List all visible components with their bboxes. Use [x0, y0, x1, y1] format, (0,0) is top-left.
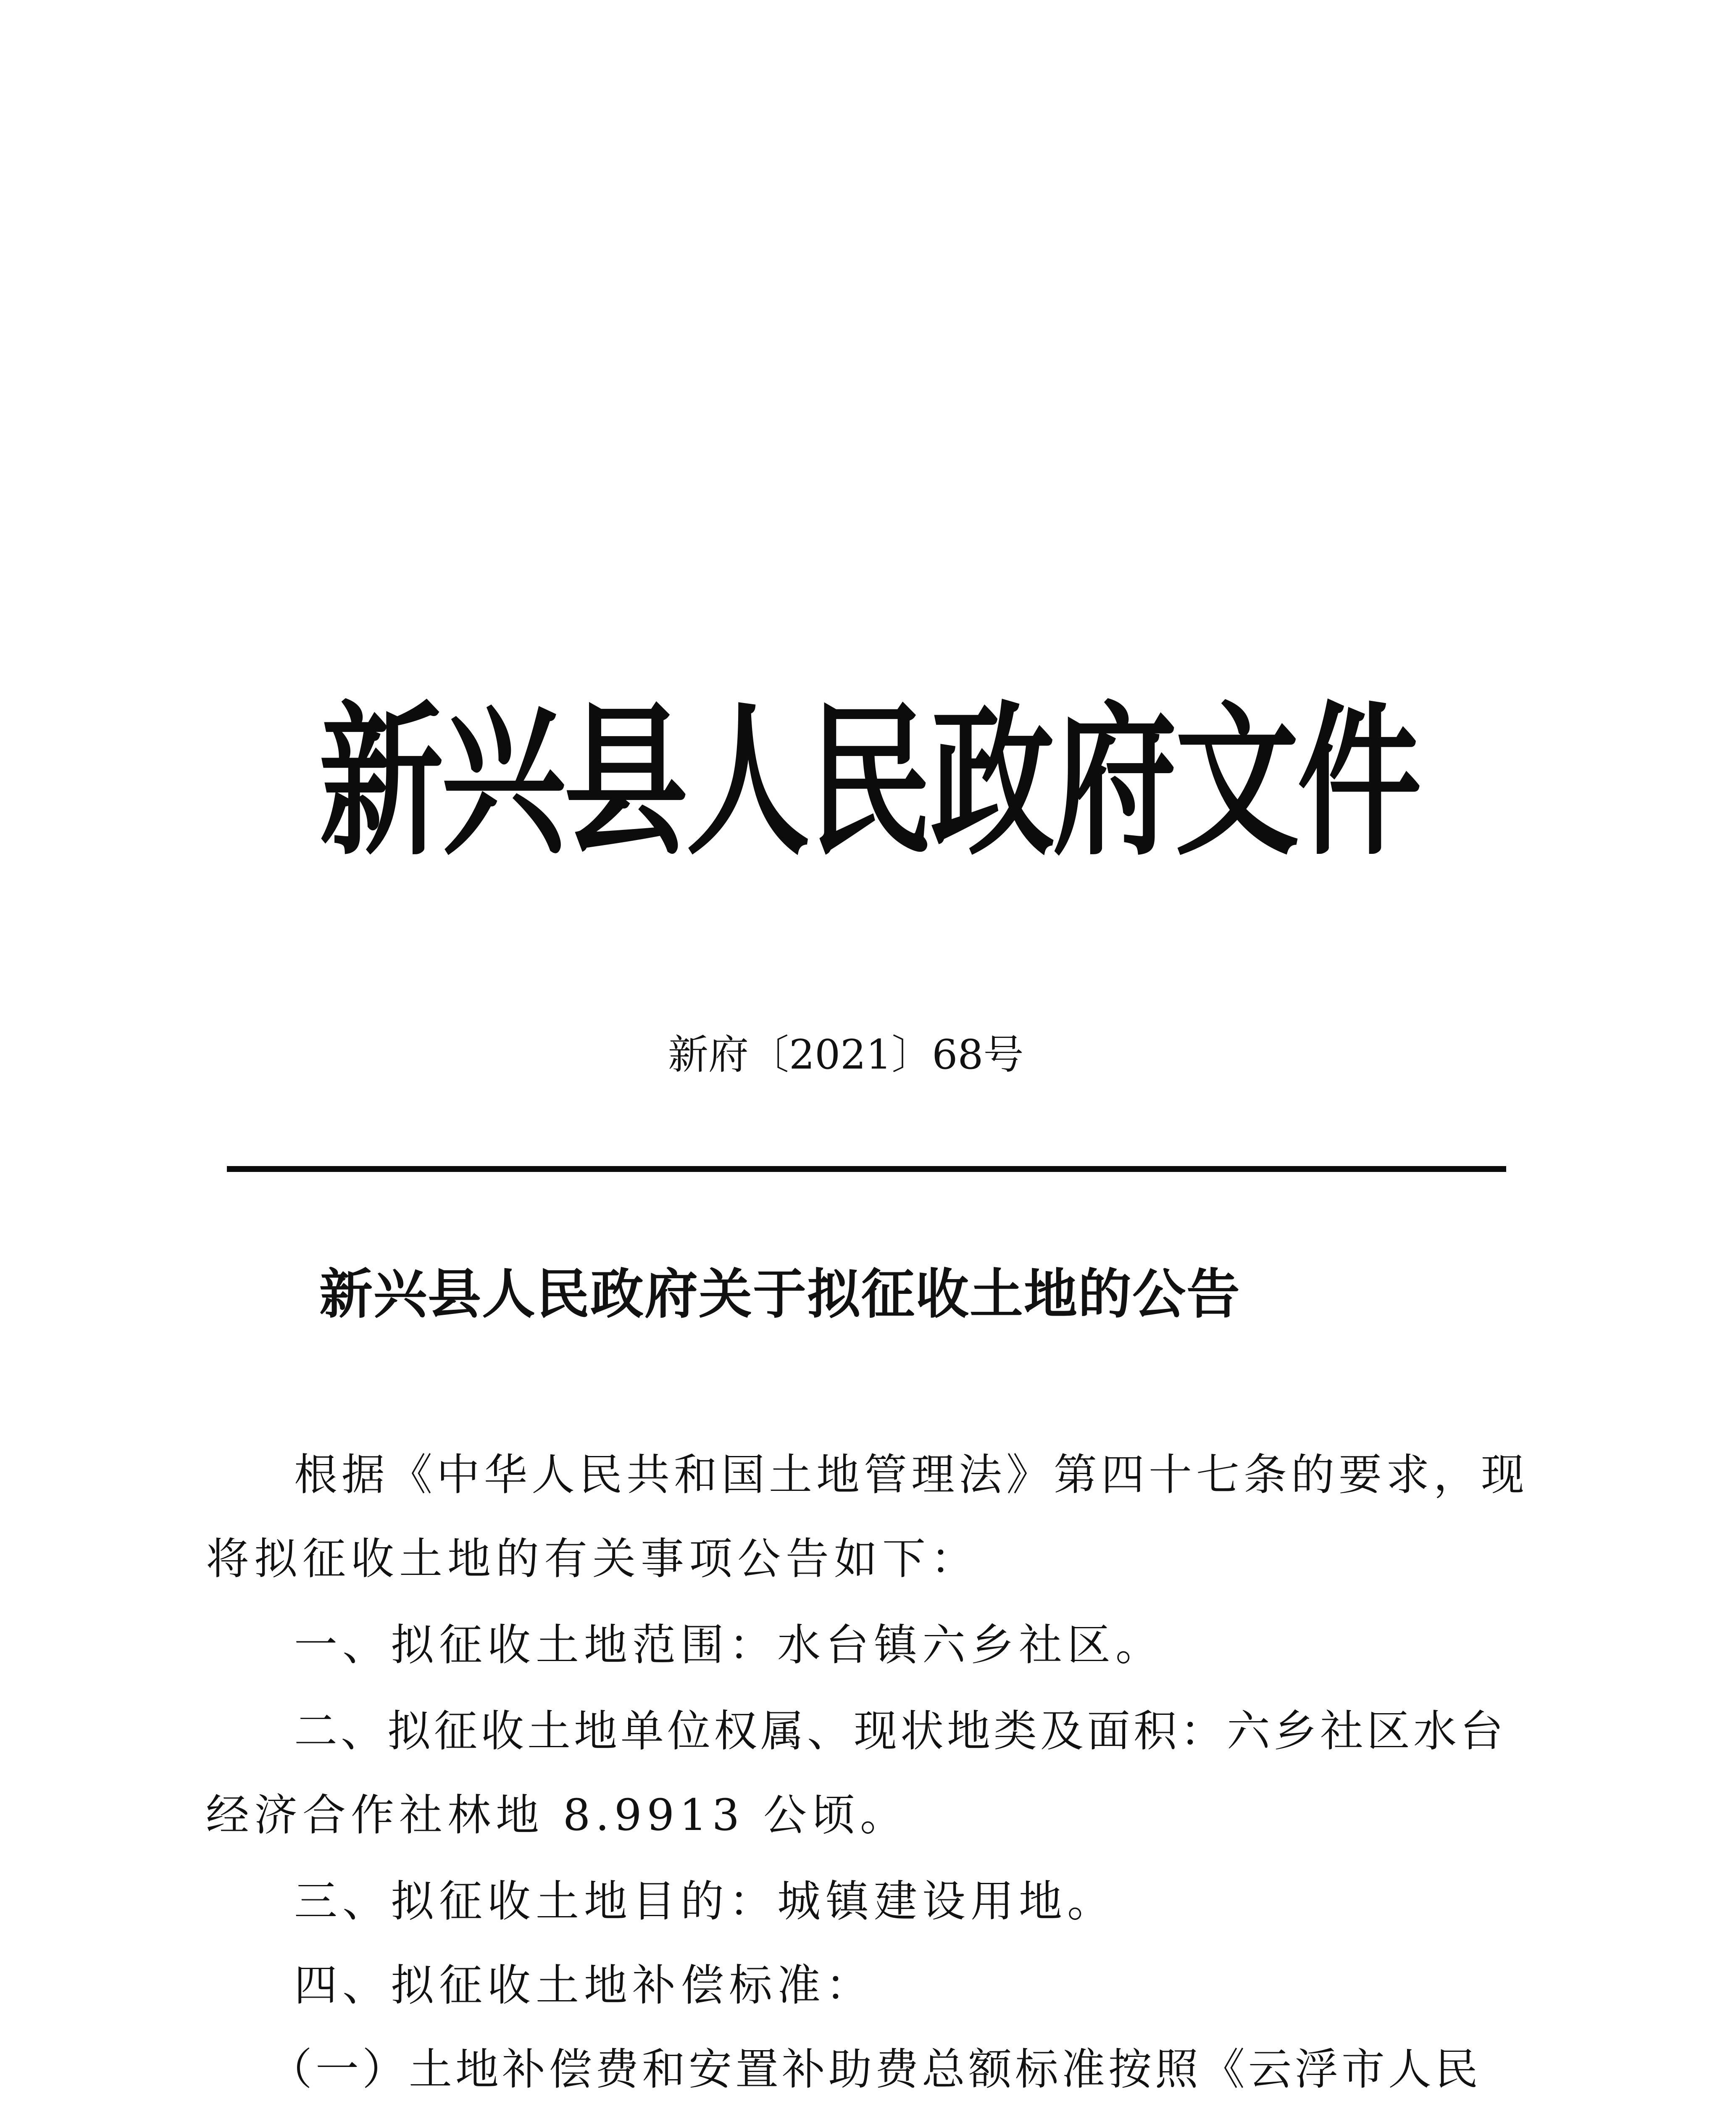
body-line-6: 三、拟征收土地目的：城镇建设用地。	[294, 1876, 1115, 1927]
notice-title: 新兴县人民政府关于拟征收土地的公告	[319, 1263, 1241, 1325]
body-line-7: 四、拟征收土地补偿标准：	[294, 1960, 874, 2011]
body-line-1: 根据《中华人民共和国土地管理法》第四十七条的要求，现	[294, 1450, 1528, 1500]
body-line-5: 经济合作社林地 8.9913 公顷。	[206, 1790, 908, 1840]
issuer-header: 新兴县人民政府文件	[319, 685, 1420, 878]
header-divider	[227, 1166, 1506, 1172]
body-line-2: 将拟征收土地的有关事项公告如下：	[206, 1534, 979, 1584]
document-number: 新府〔2021〕68号	[668, 1031, 1024, 1078]
body-line-3: 一、拟征收土地范围：水台镇六乡社区。	[294, 1620, 1164, 1670]
body-line-4: 二、拟征收土地单位权属、现状地类及面积：六乡社区水台	[294, 1706, 1507, 1756]
body-line-8: （一）土地补偿费和安置补助费总额标准按照《云浮市人民	[269, 2044, 1481, 2095]
